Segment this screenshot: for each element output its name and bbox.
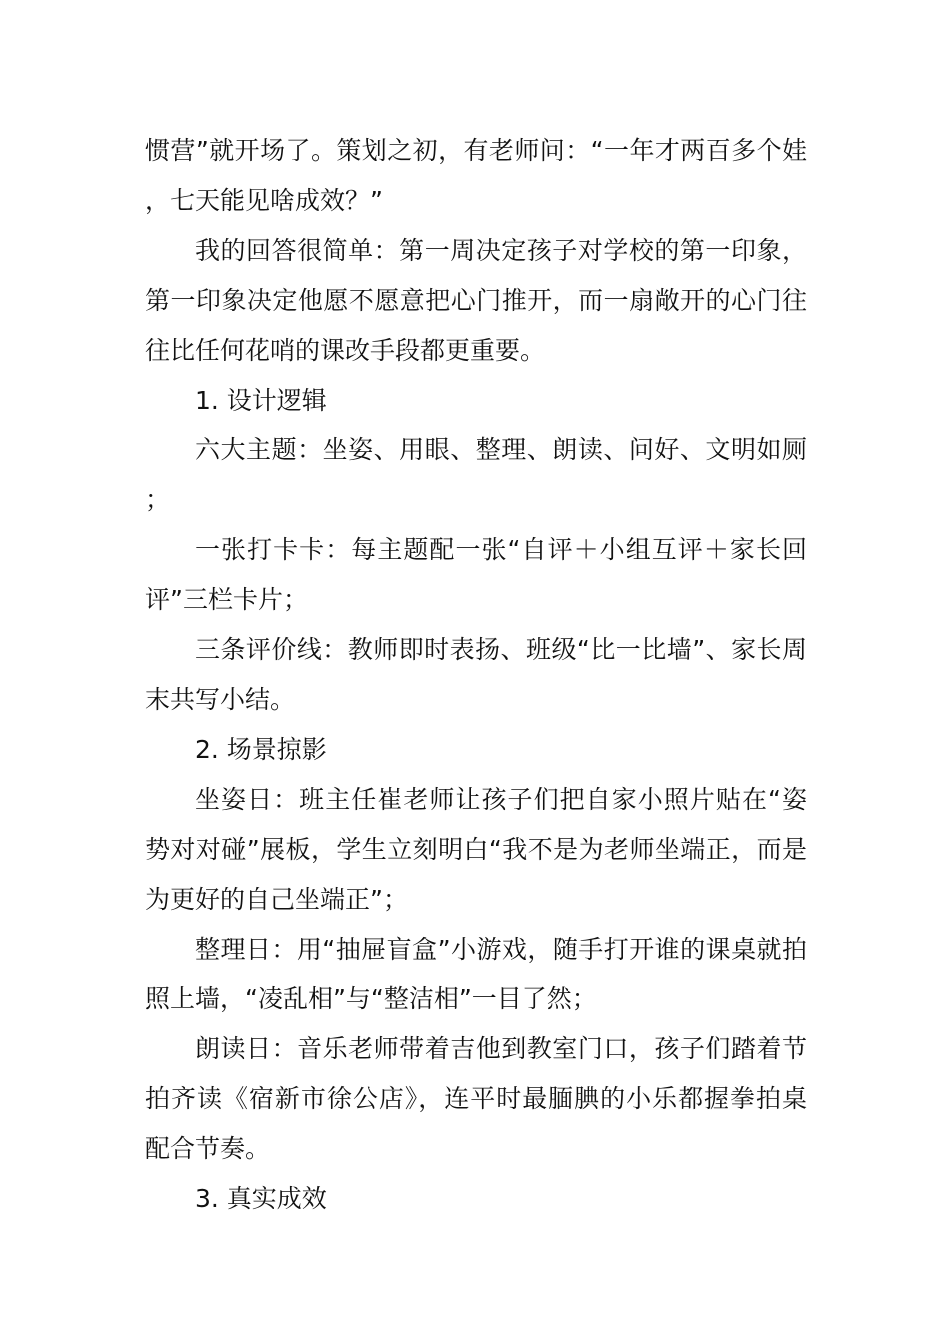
paragraph-evaluation-lines: 三条评价线：教师即时表扬、班级“比一比墙”、家长周末共写小结。 — [145, 635, 807, 714]
paragraph-reading-day: 朗读日：音乐老师带着吉他到教室门口，孩子们踏着节拍齐读《宿新市徐公店》，连平时最腼腆的小乐都握拳拍桌配合节奏。 — [145, 1034, 807, 1164]
paragraph-1: 惯营”就开场了。策划之初，有老师问：“一年才两百多个娃，七天能见啥成效？” — [145, 136, 807, 215]
section-heading-design-logic: 1. 设计逻辑 — [195, 385, 327, 415]
paragraph-posture-day: 坐姿日：班主任崔老师让孩子们把自家小照片贴在“姿势对对碰”展板，学生立刻明白“我不是为老师坐端正，而是为更好的自己坐端正”； — [145, 784, 807, 914]
paragraph-2: 我的回答很简单：第一周决定孩子对学校的第一印象，第一印象决定他愿不愿意把心门推开，而一扇敞开的心门往往比任何花哨的课改手段都更重要。 — [145, 235, 807, 365]
document-body — [145, 126, 807, 1224]
section-heading-scenes: 2. 场景掠影 — [195, 734, 327, 764]
paragraph-tidy-day: 整理日：用“抽屉盲盒”小游戏，随手打开谁的课桌就拍照上墙，“凌乱相”与“整洁相”一目了然； — [145, 934, 807, 1014]
section-heading-results: 3. 真实成效 — [195, 1184, 327, 1214]
paragraph-themes: 六大主题：坐姿、用眼、整理、朗读、问好、文明如厕； — [145, 435, 807, 515]
paragraph-checkin-card: 一张打卡卡：每主题配一张“自评＋小组互评＋家长回评”三栏卡片； — [145, 535, 807, 615]
